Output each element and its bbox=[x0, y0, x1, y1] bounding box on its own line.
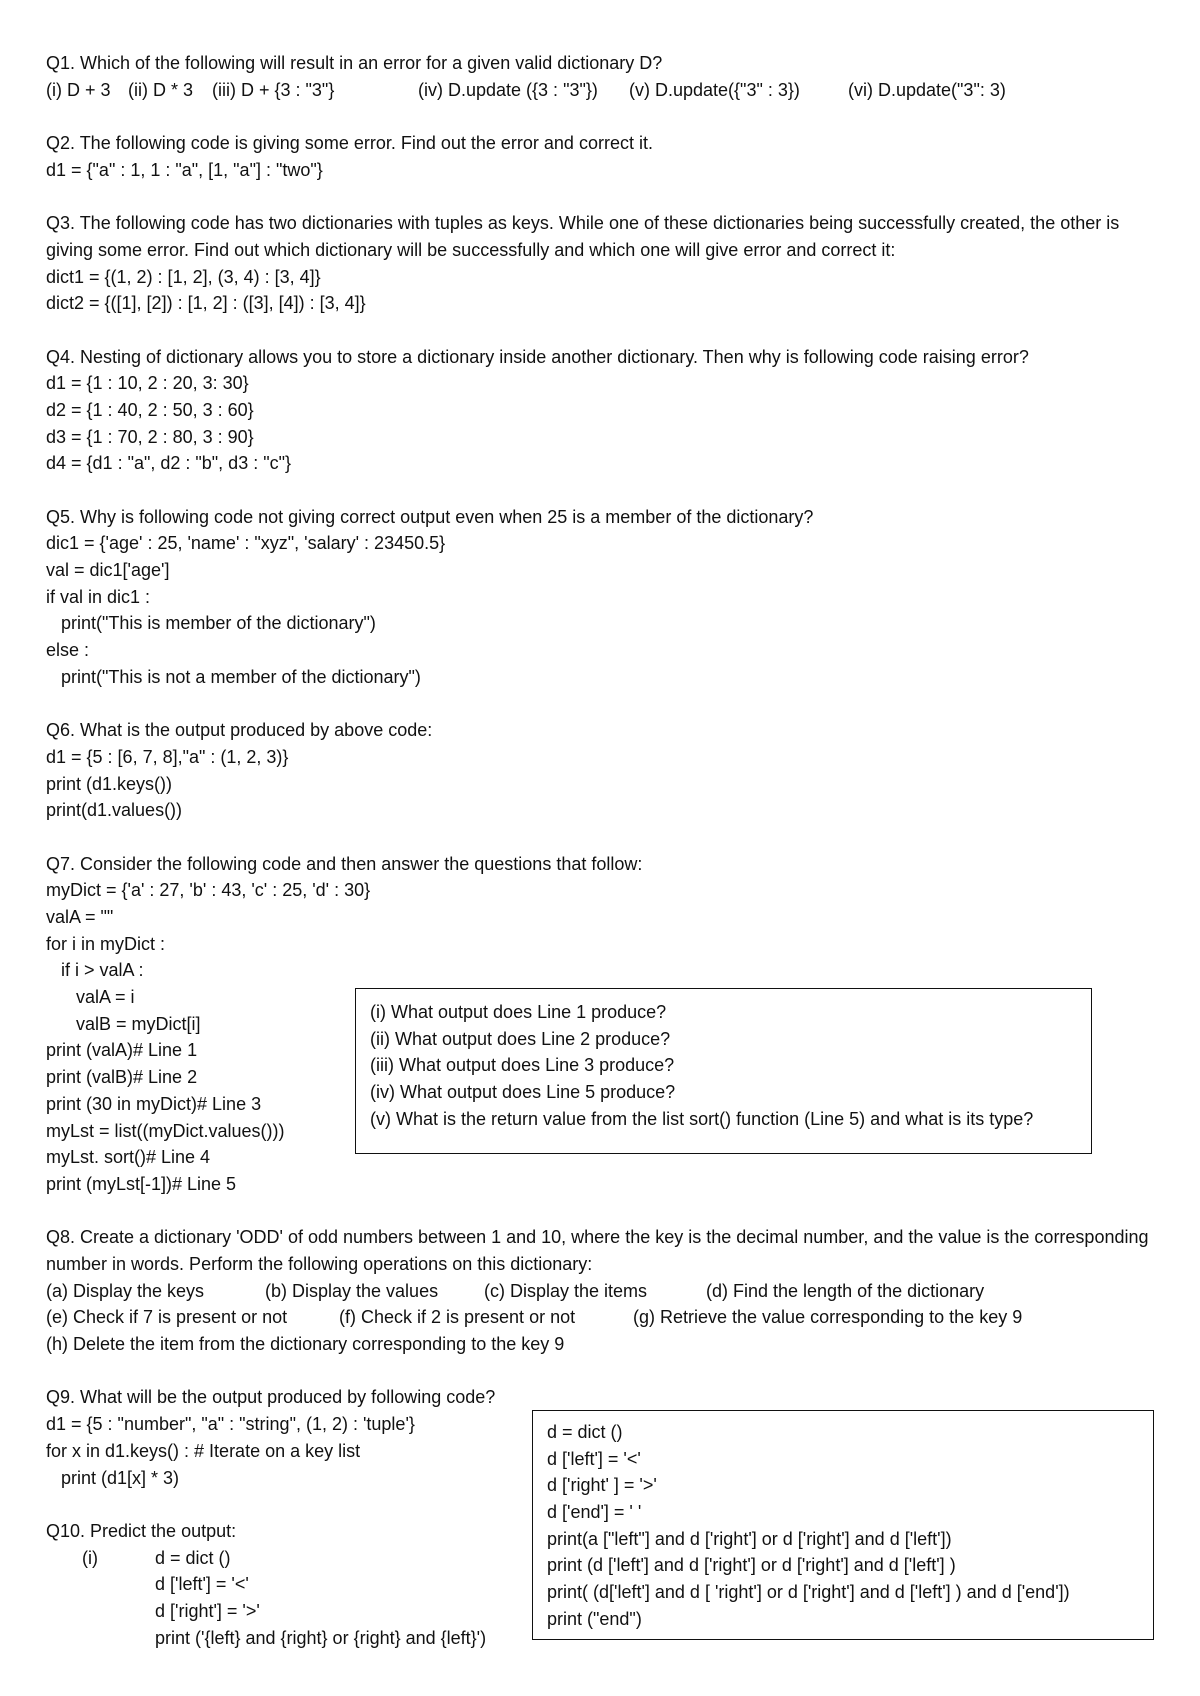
q7-subquestion: (ii) What output does Line 2 produce? bbox=[370, 1028, 671, 1049]
code-line: if i > valA : bbox=[46, 960, 144, 981]
code-line: for x in d1.keys() : # Iterate on a key list bbox=[46, 1440, 361, 1461]
code-line: print (30 in myDict)# Line 3 bbox=[46, 1093, 262, 1114]
code-line: myLst = list((myDict.values())) bbox=[46, 1120, 285, 1141]
q5-question: Q5. Why is following code not giving correct output even when 25 is a member of the dictionary? bbox=[46, 506, 814, 527]
code-line: d1 = {1 : 10, 2 : 20, 3: 30} bbox=[46, 373, 249, 394]
code-line: d1 = {5 : "number", "a" : "string", (1, 2) : 'tuple'} bbox=[46, 1414, 415, 1435]
code-line: d = dict () bbox=[547, 1422, 623, 1442]
code-line: valA = i bbox=[46, 987, 135, 1008]
code-line: print (valA)# Line 1 bbox=[46, 1040, 198, 1061]
q8-ops-row bbox=[46, 1278, 1161, 1305]
q7-subquestion: (i) What output does Line 1 produce? bbox=[370, 1002, 667, 1022]
code-line: print("This is not a member of the dictionary") bbox=[46, 666, 421, 687]
code-line: d ['right'] = '>' bbox=[155, 1600, 260, 1621]
code-line: d1 = {5 : [6, 7, 8],"a" : (1, 2, 3)} bbox=[46, 746, 289, 767]
code-line: d = dict () bbox=[155, 1547, 231, 1568]
code-line: dic1 = {'age' : 25, 'name' : "xyz", 'salary' : 23450.5} bbox=[46, 533, 446, 554]
q8-op: (g) Retrieve the value corresponding to the key 9 bbox=[633, 1307, 1023, 1328]
code-line: print (valB)# Line 2 bbox=[46, 1067, 198, 1088]
code-line: for i in myDict : bbox=[46, 933, 166, 954]
code-line: valA = "" bbox=[46, 907, 114, 928]
q1-option: (i) D + 3 bbox=[46, 79, 111, 100]
q3-question: Q3. The following code has two dictionaries with tuples as keys. While one of these dictionaries being successfully created, the other is giving some error. Find out which dictionary will be successfully and which one will give error and correct it: bbox=[46, 213, 1120, 260]
q8-question: Q8. Create a dictionary 'ODD' of odd numbers between 1 and 10, where the key is the decimal number, and the value is the corresponding number in words. Perform the following operations on this dictionary: bbox=[46, 1227, 1149, 1274]
code-line: print ("end") bbox=[547, 1608, 642, 1629]
q8-op: (d) Find the length of the dictionary bbox=[706, 1280, 985, 1301]
code-line: if val in dic1 : bbox=[46, 586, 151, 607]
q7-subquestion: (iv) What output does Line 5 produce? bbox=[370, 1082, 676, 1103]
q1-option: (v) D.update({"3" : 3}) bbox=[629, 79, 800, 100]
code-line: print (myLst[-1])# Line 5 bbox=[46, 1173, 237, 1194]
q9-question: Q9. What will be the output produced by following code? bbox=[46, 1387, 496, 1408]
code-line: print (d1.keys()) bbox=[46, 773, 173, 794]
code-line: print ('{left} and {right} or {right} and {left}') bbox=[155, 1627, 487, 1648]
code-line: d ['left'] = '<' bbox=[547, 1448, 641, 1469]
code-line: print("This is member of the dictionary") bbox=[46, 613, 376, 634]
code-line: print( (d['left'] and d [ 'right'] or d ['right'] and d ['left'] ) and d ['end']) bbox=[547, 1582, 1070, 1603]
q6-question: Q6. What is the output produced by above code: bbox=[46, 720, 433, 741]
q1-option: (iii) D + {3 : "3"} bbox=[212, 79, 335, 100]
code-line: myLst. sort()# Line 4 bbox=[46, 1147, 211, 1168]
q8-op: (e) Check if 7 is present or not bbox=[46, 1307, 288, 1328]
code-line: print(a ["left"] and d ['right'] or d ['right'] and d ['left']) bbox=[547, 1528, 952, 1549]
q8-op: (b) Display the values bbox=[265, 1280, 439, 1301]
q8-ops-row bbox=[46, 1304, 1161, 1331]
code-line: dict2 = {([1], [2]) : [1, 2] : ([3], [4]) : [3, 4]} bbox=[46, 293, 366, 314]
q8-op: (h) Delete the item from the dictionary corresponding to the key 9 bbox=[46, 1334, 565, 1355]
q7-subquestions-box bbox=[355, 988, 1092, 1154]
q8-op: (c) Display the items bbox=[484, 1280, 648, 1301]
code-line: d2 = {1 : 40, 2 : 50, 3 : 60} bbox=[46, 399, 254, 420]
q4-question: Q4. Nesting of dictionary allows you to store a dictionary inside another dictionary. Then why is following code raising error? bbox=[46, 346, 1029, 367]
q1-options bbox=[46, 77, 1161, 104]
code-line: print(d1.values()) bbox=[46, 800, 183, 821]
q7-subquestion: (iii) What output does Line 3 produce? bbox=[370, 1055, 675, 1076]
q1-option: (vi) D.update("3": 3) bbox=[848, 79, 1006, 100]
q10-part-label: (i) bbox=[82, 1547, 98, 1568]
code-line: dict1 = {(1, 2) : [1, 2], (3, 4) : [3, 4]} bbox=[46, 266, 321, 287]
code-line: d ['left'] = '<' bbox=[155, 1574, 249, 1595]
q1-option: (ii) D * 3 bbox=[128, 79, 194, 100]
code-line: valB = myDict[i] bbox=[46, 1013, 201, 1034]
q8-op: (f) Check if 2 is present or not bbox=[339, 1307, 576, 1328]
code-line: d ['end'] = ' ' bbox=[547, 1502, 642, 1523]
q7-question: Q7. Consider the following code and then answer the questions that follow: bbox=[46, 853, 643, 874]
q8-op: (a) Display the keys bbox=[46, 1280, 205, 1301]
q10-code-box bbox=[532, 1410, 1154, 1640]
code-line: d ['right' ] = '>' bbox=[547, 1475, 657, 1496]
code-line: myDict = {'a' : 27, 'b' : 43, 'c' : 25, 'd' : 30} bbox=[46, 880, 371, 901]
q2-question: Q2. The following code is giving some error. Find out the error and correct it. bbox=[46, 133, 653, 154]
code-line: d3 = {1 : 70, 2 : 80, 3 : 90} bbox=[46, 426, 254, 447]
q7-subquestion: (v) What is the return value from the list sort() function (Line 5) and what is its type? bbox=[370, 1108, 1034, 1129]
code-line: print (d1[x] * 3) bbox=[46, 1467, 180, 1488]
code-line: d1 = {"a" : 1, 1 : "a", [1, "a"] : "two"} bbox=[46, 159, 323, 180]
code-line: else : bbox=[46, 640, 90, 661]
code-line: d4 = {d1 : "a", d2 : "b", d3 : "c"} bbox=[46, 453, 291, 474]
q1-question: Q1. Which of the following will result in an error for a given valid dictionary D? bbox=[46, 53, 663, 73]
q1-option: (iv) D.update ({3 : "3"}) bbox=[418, 79, 598, 100]
q10-question: Q10. Predict the output: bbox=[46, 1520, 237, 1541]
code-line: print (d ['left'] and d ['right'] or d ['right'] and d ['left'] ) bbox=[547, 1555, 956, 1576]
code-line: val = dic1['age'] bbox=[46, 560, 170, 581]
